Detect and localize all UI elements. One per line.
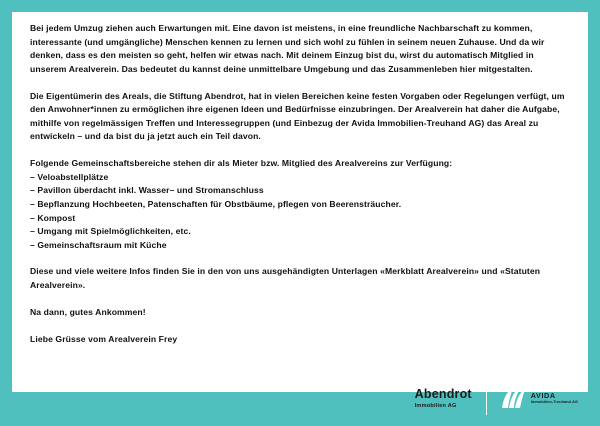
letter-closing-1: Diese und viele weitere Infos finden Sie in den von uns ausgehändigten Unterlagen «Merkblatt Arealverein» und «Statuten Arealverein».	[30, 266, 541, 291]
letter-paragraph-1: Bei jedem Umzug ziehen auch Erwartungen mit. Eine davon ist meistens, in eine freundliche Nachbarschaft zu kommen, interessante (und umgängliche) Menschen kennen zu lernen und sich wohl zu fühlen in seinem neuen Zuhause. Und da wir denken, dass es den meisten so geht, helfen wir etwas nach. Mit deinem Einzug bist du, wirst du automatisch Mitglied in unserem Arealverein. Das bedeutet du kannst deine unmittelbare Umgebung und das Zusammenleben hier mitgestalten.	[30, 23, 545, 74]
footer-logos	[415, 370, 578, 426]
list-item: – Umgang mit Spielmöglichkeiten, etc.	[30, 226, 191, 237]
avida-wordmark	[531, 392, 578, 405]
page-border-right	[588, 0, 600, 426]
letter-body	[30, 22, 570, 346]
letter-paragraph-3: Folgende Gemeinschaftsbereiche stehen dir als Mieter bzw. Mitglied des Arealvereins zur Verfügung:	[30, 158, 453, 169]
letter-closing-2: Na dann, gutes Ankommen!	[30, 306, 146, 317]
abendrot-brand-name: Abendrot	[414, 387, 472, 401]
list-item: – Kompost	[30, 212, 76, 223]
list-item: – Gemeinschaftsraum mit Küche	[30, 239, 167, 250]
list-item: – Pavillon überdacht inkl. Wasser– und Stromanschluss	[30, 185, 264, 196]
logo-divider	[486, 381, 487, 415]
letter-signature: Liebe Grüsse vom Arealverein Frey	[30, 333, 178, 344]
shared-facilities-list	[30, 171, 570, 253]
avida-logo	[487, 387, 578, 409]
page-border-left	[0, 0, 12, 426]
avida-brand-subtitle: Immobilien-Treuhand AG	[530, 399, 578, 404]
list-item: – Bepflanzung Hochbeeten, Patenschaften für Obstbäume, pflegen von Beerensträucher.	[30, 198, 402, 209]
list-item: – Veloabstellplätze	[30, 171, 109, 182]
avida-leaf-icon	[500, 387, 526, 409]
abendrot-logo	[415, 387, 486, 409]
avida-brand-name: AVIDA	[530, 390, 556, 400]
abendrot-brand-subtitle: Immobilien AG	[414, 403, 457, 409]
page-border-top	[0, 0, 600, 12]
letter-paragraph-2: Die Eigentümerin des Areals, die Stiftung Abendrot, hat in vielen Bereichen keine festen Vorgaben oder Regelungen verfügt, um den Anwohner*innen zu ermöglichen ihre eigenen Ideen und Bedürfnisse einzubringen. Der Arealverein hat daher die Aufgabe, mithilfe von regelmässigen Treffen und Interessegruppen (und Einbezug der Avida Immobilien-Treuhand AG) das Areal zu entwickeln – und da bist du ja jetzt auch ein Teil davon.	[30, 90, 565, 142]
